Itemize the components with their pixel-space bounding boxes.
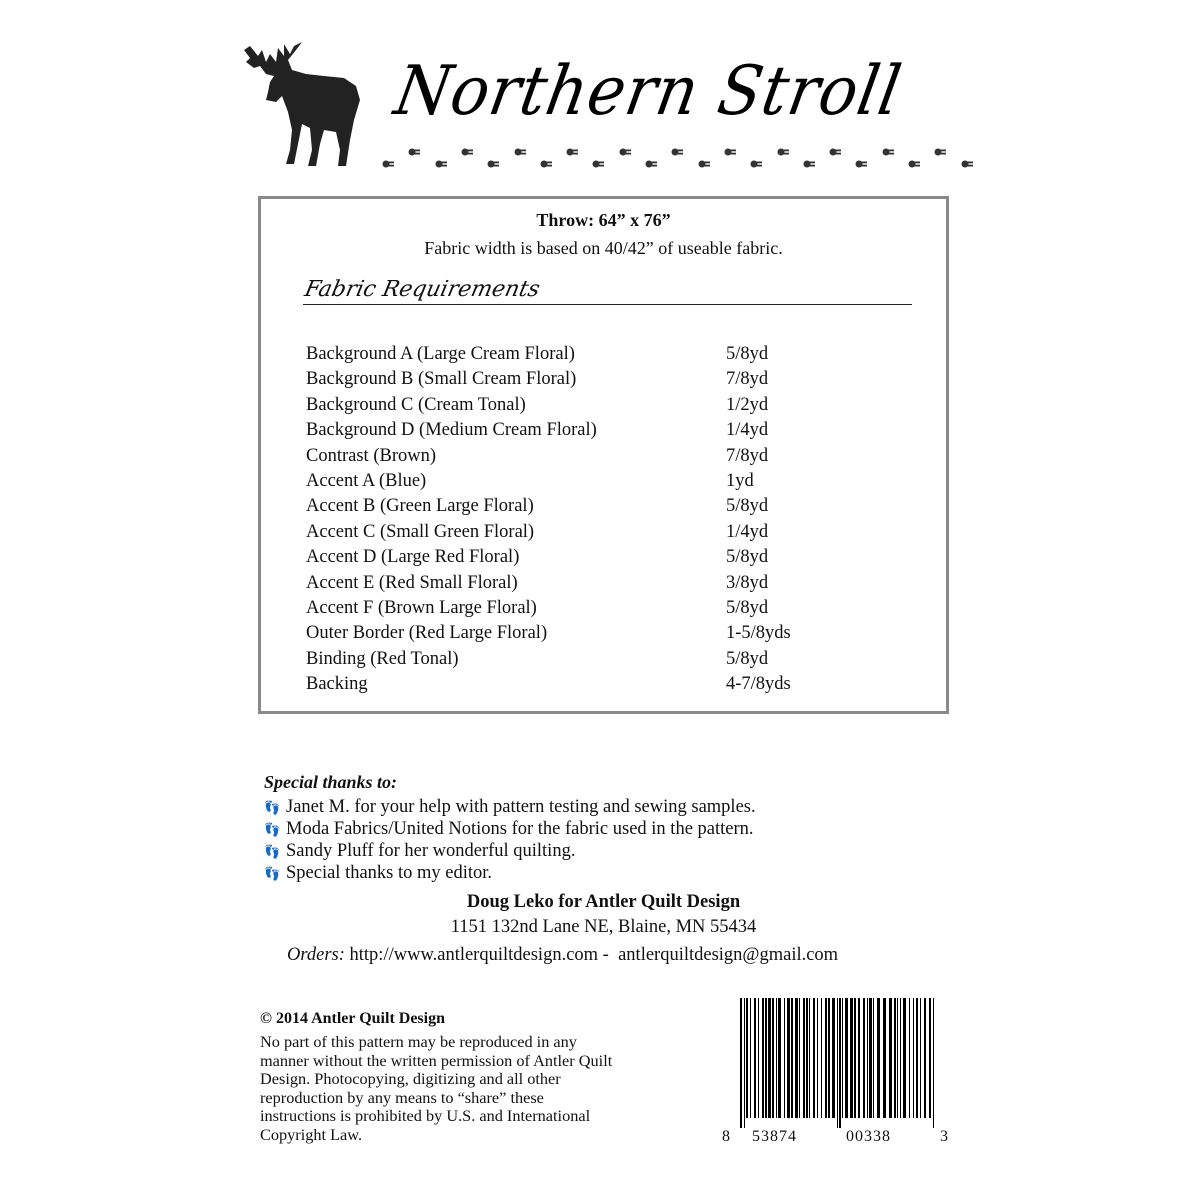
barcode-bar	[832, 998, 835, 1118]
fabric-requirements-heading: Fabric Requirements	[302, 277, 543, 302]
fabric-row	[306, 598, 769, 623]
barcode-bar	[746, 998, 748, 1118]
footprint-bullet-icon: 👣	[264, 844, 281, 859]
barcode-bar	[877, 998, 880, 1118]
barcode-bar	[842, 998, 843, 1118]
barcode-bar	[809, 998, 810, 1118]
barcode-bar	[784, 998, 785, 1118]
barcode-bar	[817, 998, 818, 1118]
barcode-bar	[821, 998, 822, 1118]
barcode-bar	[869, 998, 872, 1118]
fabric-qty: 1-5/8yds	[726, 623, 791, 644]
fabric-qty: 1/4yd	[726, 521, 769, 542]
fabric-name: Backing	[306, 674, 368, 695]
thanks-text: Janet M. for your help with pattern testing and sewing samples.	[286, 797, 756, 817]
throw-size: Throw: 64” x 76”	[536, 210, 671, 230]
barcode-bar	[778, 998, 781, 1118]
thanks-item	[264, 841, 575, 862]
hoof-print-icon	[566, 143, 578, 151]
fabric-qty: 5/8yd	[726, 496, 769, 517]
barcode-bar	[863, 998, 865, 1118]
hoof-print-icon	[803, 155, 815, 163]
fabric-qty: 3/8yd	[726, 572, 769, 593]
barcode-bar	[803, 998, 805, 1118]
pattern-title: Northern Stroll	[389, 52, 908, 131]
hoof-print-icon	[908, 155, 920, 163]
thanks-text: Sandy Pluff for her wonderful quilting.	[286, 841, 576, 861]
hoof-print-icon	[408, 143, 420, 151]
barcode-bar	[828, 998, 830, 1118]
footprint-bullet-icon: 👣	[264, 822, 281, 837]
fabric-row	[306, 496, 769, 521]
barcode-bar	[799, 998, 800, 1118]
barcode-bar	[916, 998, 918, 1118]
barcode-bar	[750, 998, 751, 1118]
barcode-bar	[933, 998, 934, 1128]
fabric-qty: 5/8yd	[726, 344, 769, 364]
barcode-bar	[894, 998, 896, 1118]
fabric-row	[306, 674, 791, 699]
barcode	[740, 998, 938, 1128]
fabric-name: Background A (Large Cream Floral)	[306, 344, 575, 364]
barcode-bar	[883, 998, 886, 1118]
notice-line: Design. Photocopying, digitizing and all other	[260, 1069, 561, 1089]
footprint-bullet-icon: 👣	[264, 800, 281, 815]
fabric-qty: 5/8yd	[726, 648, 769, 669]
fabric-name: Accent D (Large Red Floral)	[306, 547, 520, 568]
hoof-print-icon	[514, 143, 526, 151]
heading-underline	[303, 304, 912, 305]
fabric-name: Binding (Red Tonal)	[306, 648, 459, 669]
fabric-qty: 5/8yd	[726, 547, 769, 568]
barcode-bar	[768, 998, 771, 1118]
barcode-bar	[913, 998, 914, 1118]
barcode-bar	[920, 998, 921, 1118]
barcode-digit-check: 3	[940, 1128, 948, 1145]
moose-logo	[236, 40, 368, 170]
fabric-row	[306, 547, 769, 572]
barcode-digit-first: 8	[722, 1128, 730, 1145]
notice-line: No part of this pattern may be reproduced in any	[260, 1032, 577, 1051]
hoof-print-icon	[619, 143, 631, 151]
hoof-print-icon	[882, 143, 894, 151]
fabric-row	[306, 521, 769, 547]
barcode-bar	[754, 998, 756, 1118]
barcode-bar	[929, 998, 931, 1118]
thanks-item	[264, 797, 756, 818]
fabric-row	[306, 420, 769, 445]
fabric-name: Background B (Small Cream Floral)	[306, 369, 577, 390]
fabric-name: Background C (Cream Tonal)	[306, 394, 526, 415]
fabric-name: Background D (Medium Cream Floral)	[306, 420, 597, 441]
barcode-bar	[924, 998, 926, 1118]
fabric-row	[306, 572, 769, 598]
address: 1151 132nd Lane NE, Blaine, MN 55434	[450, 917, 757, 937]
website-link[interactable]: http://www.antlerquiltdesign.com -	[349, 945, 609, 965]
notice-line: Copyright Law.	[260, 1124, 363, 1144]
fabric-qty: 1yd	[726, 471, 754, 491]
hoof-print-icon	[934, 143, 946, 151]
barcode-bar	[825, 998, 827, 1118]
hoof-print-icon	[829, 143, 841, 151]
barcode-bar	[897, 998, 898, 1118]
fabric-name: Accent B (Green Large Floral)	[306, 496, 534, 517]
fabric-name: Accent E (Red Small Floral)	[306, 572, 518, 593]
barcode-bar	[909, 998, 910, 1118]
fabric-qty: 7/8yd	[726, 445, 769, 466]
hoof-print-icon	[461, 143, 473, 151]
barcode-bar	[744, 998, 745, 1128]
barcode-bar	[900, 998, 901, 1118]
notice-line: manner without the written permission of Antler Quilt	[260, 1050, 613, 1070]
orders-line	[287, 945, 838, 966]
fabric-name: Accent A (Blue)	[306, 471, 427, 491]
fabric-row	[306, 369, 769, 394]
fabric-row	[306, 445, 769, 471]
hoof-print-icon	[671, 143, 683, 151]
fabric-name: Outer Border (Red Large Floral)	[306, 623, 548, 644]
email-link[interactable]: antlerquiltdesign@gmail.com	[618, 945, 839, 965]
fabric-qty: 1/4yd	[726, 420, 769, 441]
hoof-print-icon	[540, 155, 552, 163]
barcode-digits-right: 00338	[846, 1128, 891, 1145]
barcode-bar	[837, 998, 838, 1128]
fabric-name: Contrast (Brown)	[306, 445, 436, 466]
barcode-bar	[889, 998, 892, 1118]
fabric-row	[306, 344, 769, 369]
thanks-item	[264, 863, 492, 884]
thanks-item	[264, 819, 754, 840]
barcode-bar	[839, 998, 841, 1128]
barcode-bar	[867, 998, 868, 1118]
footprint-bullet-icon: 👣	[264, 866, 281, 881]
hoof-print-icon	[435, 155, 447, 163]
designer-name: Doug Leko for Antler Quilt Design	[466, 892, 741, 912]
fabric-name: Accent F (Brown Large Floral)	[306, 598, 537, 618]
orders-label: Orders:	[287, 945, 345, 965]
barcode-bar	[772, 998, 774, 1118]
barcode-bar	[740, 998, 742, 1128]
fabric-qty: 4-7/8yds	[726, 674, 791, 695]
barcode-digits-left: 53874	[752, 1128, 797, 1145]
hoof-print-icon	[645, 155, 657, 163]
barcode-bar	[850, 998, 853, 1118]
hoof-print-icon	[855, 155, 867, 163]
barcode-bar	[776, 998, 777, 1118]
hoof-print-icon	[961, 155, 973, 163]
thanks-text: Moda Fabrics/United Notions for the fabric used in the pattern.	[286, 819, 754, 839]
barcode-bar	[873, 998, 874, 1118]
notice-line: instructions is prohibited by U.S. and International	[260, 1106, 591, 1126]
notice-line: reproduction by any means to “share” these	[260, 1087, 544, 1107]
fabric-qty: 5/8yd	[726, 598, 769, 618]
barcode-bar	[903, 998, 906, 1118]
barcode-bar	[858, 998, 860, 1118]
barcode-bar	[758, 998, 759, 1118]
fabric-qty: 1/2yd	[726, 394, 769, 415]
thanks-text: Special thanks to my editor.	[286, 863, 493, 883]
fabric-name: Accent C (Small Green Floral)	[306, 521, 535, 542]
barcode-bar	[791, 998, 793, 1118]
copyright-notice	[260, 1033, 690, 1145]
barcode-bar	[845, 998, 848, 1118]
hoof-print-icon	[382, 155, 394, 163]
fabric-row	[306, 648, 769, 674]
barcode-bar	[765, 998, 767, 1118]
barcode-bar	[795, 998, 798, 1118]
copyright-line: © 2014 Antler Quilt Design	[260, 1010, 445, 1027]
fabric-row	[306, 623, 791, 648]
barcode-bar	[806, 998, 808, 1118]
barcode-bar	[813, 998, 815, 1118]
special-thanks-heading: Special thanks to:	[264, 772, 398, 792]
hoof-print-icon	[777, 143, 789, 151]
barcode-bar	[854, 998, 856, 1118]
hoof-print-icon	[698, 155, 710, 163]
hoof-print-icon	[750, 155, 762, 163]
hoof-print-icon	[592, 155, 604, 163]
fabric-row	[306, 471, 754, 496]
fabric-qty: 7/8yd	[726, 369, 769, 390]
hoof-print-icon	[487, 155, 499, 163]
barcode-bar	[787, 998, 790, 1118]
hoof-print-icon	[724, 143, 736, 151]
fabric-width-note: Fabric width is based on 40/42” of useable fabric.	[424, 238, 783, 258]
barcode-bar	[762, 998, 764, 1118]
fabric-row	[306, 394, 769, 420]
